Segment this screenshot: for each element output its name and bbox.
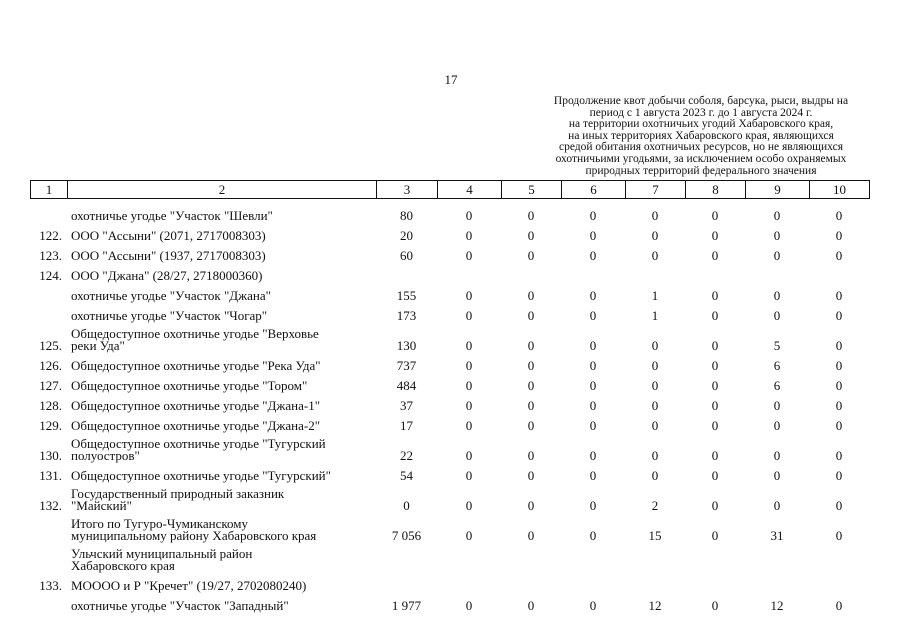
value-cell: 0 (835, 598, 843, 613)
value-cell: 0 (527, 498, 535, 513)
row-name (67, 302, 376, 322)
value-cell: 15 (648, 528, 662, 543)
table-row (30, 482, 869, 512)
value-cell: 0 (651, 338, 659, 353)
table-row (30, 222, 869, 242)
column-number-cell: 1 (31, 181, 68, 199)
row-number: 125. (39, 338, 62, 353)
value-cell: 80 (400, 208, 413, 223)
value-cell: 0 (711, 308, 719, 323)
value-cell: 1 (651, 288, 659, 303)
value-cell: 0 (465, 228, 473, 243)
value-cell: 0 (651, 358, 659, 373)
row-name-line: Общедоступное охотничье угодье "Тугурский" (71, 468, 331, 483)
row-number (30, 202, 67, 222)
value-cell (561, 572, 625, 592)
row-number: 130. (39, 448, 62, 463)
row-number: 126. (39, 358, 62, 373)
table-row (30, 412, 869, 432)
value-cell: 0 (589, 598, 597, 613)
row-name-line: Общедоступное охотничье угодье "Тором" (71, 378, 308, 393)
table-row (30, 322, 869, 352)
value-cell: 0 (711, 498, 719, 513)
row-number: 124. (39, 268, 62, 283)
value-cell: 0 (651, 468, 659, 483)
heading-line: Продолжение квот добычи соболя, барсука, рыси, выдры на (553, 95, 849, 107)
row-number (30, 512, 67, 542)
value-cell: 0 (589, 448, 597, 463)
value-cell: 0 (589, 398, 597, 413)
value-cell: 0 (835, 308, 843, 323)
value-cell: 173 (396, 308, 417, 323)
value-cell: 0 (711, 378, 719, 393)
value-cell: 0 (465, 358, 473, 373)
value-cell: 0 (773, 398, 781, 413)
value-cell: 0 (773, 308, 781, 323)
column-number-cell: 5 (502, 181, 562, 199)
row-name (67, 372, 376, 392)
value-cell (437, 262, 501, 282)
value-cell: 737 (396, 358, 417, 373)
value-cell: 37 (400, 398, 413, 413)
heading-line: период с 1 августа 2023 г. до 1 августа 2024 г. (589, 106, 813, 119)
value-cell: 0 (465, 208, 473, 223)
heading-line: на иных территориях Хабаровского края, являющихся (568, 129, 834, 142)
row-name-line: Общедоступное охотничье угодье "Джана-1" (71, 398, 320, 413)
value-cell: 0 (465, 378, 473, 393)
table-row (30, 462, 869, 482)
value-cell: 130 (396, 338, 417, 353)
value-cell: 0 (465, 398, 473, 413)
value-cell: 0 (465, 448, 473, 463)
value-cell: 0 (711, 398, 719, 413)
row-name-line: охотничье угодье "Участок "Чогар" (71, 308, 268, 323)
value-cell: 0 (773, 418, 781, 433)
table-row (30, 572, 869, 592)
value-cell: 7 056 (391, 528, 422, 543)
value-cell: 31 (770, 528, 784, 543)
value-cell: 0 (835, 418, 843, 433)
value-cell: 0 (527, 418, 535, 433)
value-cell: 0 (589, 378, 597, 393)
value-cell: 6 (773, 358, 781, 373)
value-cell: 0 (527, 308, 535, 323)
value-cell: 0 (527, 468, 535, 483)
value-cell: 0 (589, 358, 597, 373)
value-cell (685, 542, 745, 572)
value-cell: 0 (835, 288, 843, 303)
value-cell: 0 (711, 528, 719, 543)
row-name (67, 262, 376, 282)
row-name (67, 242, 376, 262)
value-cell: 0 (527, 358, 535, 373)
table-row (30, 302, 869, 322)
table-row (30, 242, 869, 262)
value-cell: 0 (589, 528, 597, 543)
value-cell (625, 572, 685, 592)
row-name (67, 462, 376, 482)
row-name-line: охотничье угодье "Участок "Западный" (71, 598, 289, 613)
table-row (30, 282, 869, 302)
row-name-line: полуостров" (71, 448, 140, 463)
row-name-line: Общедоступное охотничье угодье "Река Уда" (71, 358, 321, 373)
table-row (30, 392, 869, 412)
value-cell: 0 (835, 468, 843, 483)
value-cell: 6 (773, 378, 781, 393)
value-cell: 0 (651, 418, 659, 433)
value-cell: 60 (400, 248, 413, 263)
page-number: 17 (444, 72, 458, 87)
table-row (30, 542, 869, 572)
value-cell: 0 (465, 598, 473, 613)
value-cell: 0 (527, 338, 535, 353)
value-cell: 1 977 (391, 598, 422, 613)
row-name-line: Общедоступное охотничье угодье "Джана-2" (71, 418, 320, 433)
value-cell: 0 (527, 598, 535, 613)
value-cell (501, 262, 561, 282)
value-cell (561, 542, 625, 572)
row-name (67, 412, 376, 432)
row-name-line: МОООО и Р "Кречет" (19/27, 2702080240) (71, 578, 307, 593)
value-cell: 0 (403, 498, 410, 513)
table-row (30, 432, 869, 462)
row-number: 133. (39, 578, 62, 593)
value-cell (437, 572, 501, 592)
row-name-line: Государственный природный заказник (71, 486, 285, 501)
value-cell: 0 (711, 598, 719, 613)
row-name-line: Ульчский муниципальный район (71, 546, 253, 561)
value-cell: 0 (465, 248, 473, 263)
row-number (30, 282, 67, 302)
value-cell: 0 (835, 358, 843, 373)
value-cell: 0 (465, 468, 473, 483)
value-cell: 22 (400, 448, 413, 463)
column-number-cell: 2 (68, 181, 377, 199)
value-cell: 0 (711, 468, 719, 483)
value-cell: 0 (465, 288, 473, 303)
row-name (67, 392, 376, 412)
row-name (67, 282, 376, 302)
row-number: 123. (39, 248, 62, 263)
value-cell: 0 (835, 498, 843, 513)
value-cell: 12 (648, 598, 662, 613)
row-number: 129. (39, 418, 62, 433)
value-cell: 0 (589, 208, 597, 223)
row-name (67, 572, 376, 592)
value-cell: 0 (835, 528, 843, 543)
row-number: 122. (39, 228, 62, 243)
value-cell: 0 (773, 288, 781, 303)
value-cell: 5 (773, 338, 781, 353)
column-number-cell: 6 (562, 181, 626, 199)
heading-line: средой обитания охотничьих ресурсов, но не являющихся (558, 141, 843, 154)
value-cell (809, 542, 869, 572)
value-cell: 0 (527, 448, 535, 463)
value-cell: 0 (773, 498, 781, 513)
row-name-line: Общедоступное охотничье угодье "Тугурский (71, 436, 326, 451)
row-number: 131. (39, 468, 62, 483)
value-cell: 0 (835, 378, 843, 393)
value-cell: 0 (835, 448, 843, 463)
row-name-line: "Майский" (71, 498, 132, 513)
value-cell (685, 572, 745, 592)
value-cell: 0 (465, 498, 473, 513)
quota-table-body (30, 202, 869, 612)
value-cell: 0 (589, 338, 597, 353)
value-cell (745, 542, 809, 572)
table-row (30, 372, 869, 392)
value-cell: 0 (651, 398, 659, 413)
value-cell: 0 (773, 448, 781, 463)
value-cell: 2 (651, 498, 659, 513)
value-cell (625, 262, 685, 282)
value-cell: 0 (773, 208, 781, 223)
value-cell (809, 572, 869, 592)
value-cell (809, 262, 869, 282)
value-cell: 0 (711, 358, 719, 373)
value-cell: 0 (711, 418, 719, 433)
value-cell: 0 (465, 338, 473, 353)
value-cell: 0 (773, 468, 781, 483)
row-name-line: Общедоступное охотничье угодье "Верховье (71, 326, 319, 341)
value-cell: 1 (651, 308, 659, 323)
column-number-cell: 3 (377, 181, 438, 199)
table-row (30, 512, 869, 542)
column-number-cell: 4 (438, 181, 502, 199)
value-cell (376, 542, 437, 572)
value-cell: 0 (835, 398, 843, 413)
value-cell: 0 (527, 378, 535, 393)
value-cell: 0 (835, 248, 843, 263)
row-name-line: охотничье угодье "Участок "Шевли" (71, 208, 273, 223)
row-name (67, 542, 376, 572)
value-cell: 0 (465, 528, 473, 543)
column-number-cell: 10 (810, 181, 870, 199)
value-cell (376, 572, 437, 592)
row-number (30, 302, 67, 322)
row-name-line: муниципальному району Хабаровского края (71, 528, 317, 543)
value-cell: 0 (835, 228, 843, 243)
value-cell: 12 (770, 598, 784, 613)
value-cell (437, 542, 501, 572)
value-cell: 0 (589, 308, 597, 323)
value-cell: 0 (711, 228, 719, 243)
row-number: 132. (39, 498, 62, 513)
value-cell (745, 572, 809, 592)
value-cell: 0 (527, 528, 535, 543)
value-cell: 0 (527, 398, 535, 413)
value-cell: 0 (589, 288, 597, 303)
column-number-cell: 8 (686, 181, 746, 199)
value-cell: 0 (651, 448, 659, 463)
header-row (31, 181, 870, 199)
value-cell: 0 (465, 308, 473, 323)
value-cell (376, 262, 437, 282)
row-name-line: ООО "Ассыни" (1937, 2717008303) (71, 248, 266, 263)
row-name-line: охотничье угодье "Участок "Джана" (71, 288, 271, 303)
row-number: 127. (39, 378, 62, 393)
table-row (30, 262, 869, 282)
row-name (67, 592, 376, 612)
value-cell: 0 (589, 498, 597, 513)
value-cell (625, 542, 685, 572)
table-row (30, 592, 869, 612)
table-heading (525, 96, 877, 177)
row-name (67, 202, 376, 222)
value-cell: 0 (651, 248, 659, 263)
value-cell: 0 (711, 208, 719, 223)
row-name (67, 352, 376, 372)
value-cell (501, 542, 561, 572)
row-name (67, 322, 376, 352)
value-cell: 0 (711, 248, 719, 263)
value-cell: 0 (711, 338, 719, 353)
row-number (30, 542, 67, 572)
value-cell: 484 (396, 378, 417, 393)
value-cell: 0 (651, 208, 659, 223)
table-row (30, 352, 869, 372)
heading-line: на территории охотничьих угодий Хабаровского края, (568, 118, 834, 131)
value-cell (561, 262, 625, 282)
value-cell (501, 572, 561, 592)
column-number-cell: 7 (626, 181, 686, 199)
value-cell: 0 (773, 228, 781, 243)
row-name-line: Итого по Тугуро-Чумиканскому (71, 516, 249, 531)
value-cell (685, 262, 745, 282)
value-cell: 54 (400, 468, 413, 483)
heading-line: природных территорий федерального значения (585, 164, 817, 177)
column-number-header (30, 180, 870, 199)
value-cell: 0 (527, 228, 535, 243)
value-cell: 0 (835, 208, 843, 223)
row-name (67, 512, 376, 542)
row-number: 128. (39, 398, 62, 413)
row-name (67, 222, 376, 242)
value-cell: 0 (527, 288, 535, 303)
value-cell: 0 (651, 378, 659, 393)
heading-line: охотничьими угодьями, за исключением особо охраняемых (555, 152, 847, 165)
value-cell: 0 (651, 228, 659, 243)
value-cell (745, 262, 809, 282)
value-cell: 0 (589, 418, 597, 433)
value-cell: 0 (835, 338, 843, 353)
value-cell: 17 (400, 418, 413, 433)
row-name (67, 432, 376, 462)
row-name (67, 482, 376, 512)
value-cell: 0 (527, 248, 535, 263)
table-row (30, 202, 869, 222)
row-name-line: Хабаровского края (71, 558, 175, 573)
value-cell: 0 (589, 468, 597, 483)
row-number (30, 592, 67, 612)
value-cell: 155 (396, 288, 417, 303)
value-cell: 0 (589, 228, 597, 243)
column-number-cell: 9 (746, 181, 810, 199)
value-cell: 0 (711, 288, 719, 303)
value-cell: 0 (773, 248, 781, 263)
row-name-line: реки Уда" (71, 338, 125, 353)
value-cell: 0 (527, 208, 535, 223)
value-cell: 0 (711, 448, 719, 463)
value-cell: 0 (465, 418, 473, 433)
row-name-line: ООО "Джана" (28/27, 2718000360) (71, 268, 263, 283)
value-cell: 20 (400, 228, 413, 243)
row-name-line: ООО "Ассыни" (2071, 2717008303) (71, 228, 266, 243)
value-cell: 0 (589, 248, 597, 263)
